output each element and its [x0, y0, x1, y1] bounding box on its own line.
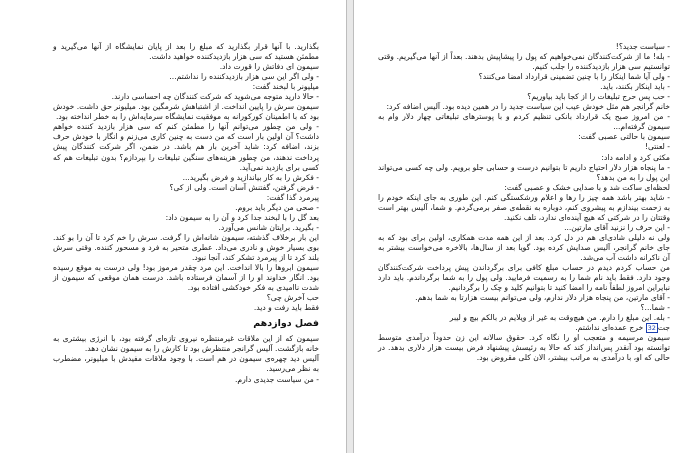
- paragraph: مکثی کرد و ادامه داد:: [601, 152, 670, 162]
- footnote-reference-link[interactable]: 32: [647, 324, 656, 333]
- paragraph: سیمون با حالتی عصبی گفت:: [578, 132, 670, 142]
- paragraph: میلیونر با لبخند گفت:: [252, 82, 319, 92]
- paragraph: - شاید بهتر باشد همه چیز را رها و اعلام ورشکستگی کنم. این طوری به جای اینکه خودم را به زحمت بیندازم به پیشروی کنم، دوباره به نقطه‌ی صفر برمی‌گردم. و شما، آلیس بهتر است وقتتان را در شرکتی که هیچ آینده‌ای ندارد، تلف نکنید.: [378, 192, 670, 222]
- left-paragraphs-before: [53, 42, 319, 313]
- paragraph: - لعنتی!: [644, 142, 670, 152]
- paragraph: آلیس دید چهره‌ی سیمون در هم است. با وجود ملاقات مفیدش با میلیونر، مضطرب به نظر می‌رسید.: [53, 354, 319, 374]
- paragraph: بعد گل را با لبخند جدا کرد و آن را به سیمون داد:: [165, 212, 319, 222]
- paragraph: بگذارید. با آنها قرار بگذارید که مبلغ را بعد از پایان نمایشگاه از آنها می‌گیرید و مطمئن هستید که سی هزار بازدیدکننده خواهید داشت.: [53, 42, 319, 62]
- paragraph: سیمون سرش را پایین انداخت. از اشتباهش شرمگین بود. میلیونر حق داشت. خودش بود که با اطمینان کورکورانه به موفقیت نمایشگاه سرمایه‌اش را به خطر انداخته بود.: [53, 102, 319, 122]
- paragraph: - من امروز صبح یک قرارداد بانکی تنظیم کردم و با پوسترهای تبلیغاتی چهار دلار وام به سیمون گرفته‌ام...: [378, 112, 670, 132]
- paragraph: حب آخرش چی؟: [266, 293, 319, 303]
- chapter-title: فصل دوازدهم: [253, 318, 319, 330]
- paragraph: - ولی من چطور می‌توانم آنها را مطمئن کنم که سی هزار بازدید کننده خواهم داشت؟ آن اولین بار است که من دست به چنین کاری می‌زنم و انگار با خودش حرف بزند، اضافه کرد: شاید آخرین بار هم باشد. در ضمن، اگر شرکت کنندگان پیش پرداخت ندهند، من چطور هزینه‌های سنگین تبلیغات را بپردازم؟ بدون تبلیغات هم که کسی برای بازدید نمی‌آید.: [53, 122, 319, 172]
- paragraph: سیمون ای دفاتش را قورت داد.: [219, 62, 319, 72]
- paragraph: سیمون ابروها را بالا انداخت. این مرد چقدر مرموز بود! ولی درست به موقع رسیده بود. انگار خداوند او را از آسمان فرستاده باشد. درست همان موقعی که سیمون از شدت ناامیدی به فکر خودکشی افتاده بود.: [53, 263, 319, 293]
- paragraph: - سیاست جدید؟!: [615, 42, 670, 51]
- footnote-trail: خرج عمده‌ای نداشتم.: [575, 323, 646, 333]
- paragraph: - بله. این مبلغ را دارم. من هیچ‌وقت به غیر از ویلایم در بالکم بیچ و لیبر: [449, 313, 670, 323]
- paragraph: - حب پس حرج تبلیغات را از کجا باید بیاوریم؟: [527, 92, 670, 102]
- footnote-paragraph: [378, 323, 670, 333]
- paragraph: سیمون مرسیمه و متعجب او را نگاه کرد. حقوق سالانه این زن حدوداً درآمدی متوسط توانسته بود آنقدر پس‌انداز کند که حالا به رئیسش پیشنهاد فرض بیست هزار دلاری بدهد. در حالی که او، با درآمدی به مراتب بیشتر، الان کلی مقروض بود.: [378, 333, 670, 363]
- footnote-lead: جت: [657, 323, 670, 333]
- paragraph: - ولی آیا شما اینکار را با چنین تضمینی قرارداد امضا می‌کنند؟: [478, 72, 670, 82]
- right-paragraphs-before: [378, 42, 670, 323]
- paragraph: - آقای مارتین، من پنجاه هزار دلار ندارم، ولی می‌توانم بیست هزارتا به شما بدهم.: [415, 293, 670, 303]
- paragraph: - شما...؟: [640, 303, 670, 313]
- paragraph: - فکرش را به کار بیاندازید و فرض بگیرید...: [182, 172, 319, 182]
- left-page: [0, 0, 347, 453]
- right-paragraphs-after: [378, 333, 670, 363]
- paragraph: لحظه‌ای ساکت شد و با صدایی خشک و عصبی گفت:: [504, 182, 670, 192]
- paragraph: - حالا دارید متوجه می‌شوید که شرکت کنندگان چه احساسی دارند.: [111, 92, 319, 102]
- paragraph: - این حرف را نزنید آقای مارتین...: [564, 222, 670, 232]
- paragraph: - ولی اگر این سی هزار بازدیدکننده را نداشتم...: [169, 72, 319, 82]
- paragraph: - ما پنجاه هزار دلار احتیاج داریم تا بتوانیم درست و حسابی جلو برویم. ولی چه کسی می‌تواند این پول را به من بدهد؟: [378, 162, 670, 182]
- paragraph: - بگیرید. برایتان شانس می‌آورد.: [218, 222, 319, 232]
- paragraph: - من سیاست جدیدی دارم.: [234, 374, 319, 384]
- paragraph: فقط باید رفت و دید.: [253, 303, 319, 313]
- paragraph: ولی نه دلیلی شادی‌ای هم در دل کرد. بعد از این همه مدت همکاری، اولین برای بود که به جای خانم گرانجر، آلیس صدایش کرده بود. گویا بعد از سال‌ها، بالاخره می‌خواست بیشتر به آن ناکرانه داشت آب می‌شد.: [378, 232, 670, 262]
- paragraph: - صحی من دیگر باید بروم.: [235, 202, 319, 212]
- paragraph: - بله! ما از شرکت‌کنندگان نمی‌خواهیم که پول را پیشاپیش بدهند. بعداً از آنها می‌گیریم. وقتی توانستیم سی هزار بازدیدکننده را جلب کنیم.: [378, 52, 670, 72]
- paragraph: سیمون که از این ملاقات غیرمنتظره نیروی تازه‌ای گرفته بود، با انرژی بیشتری به خانه بازگشت. آلیس گرانجر منتظرش بود تا کارش را به سیمون نشان دهد.: [53, 334, 319, 354]
- right-page: [353, 0, 700, 453]
- left-paragraphs-after: [53, 334, 319, 384]
- paragraph: این بار برخلاف گذشته، سیمون شانه‌اش را گرفت. سرش را خم کرد تا آن را بو کند. بوی بسیار خوش و نادری می‌داد. عطری متحیر به فرد و مسحور کننده. وقتی سرش بلند کرد تا از پیرمرد تشکر کند، آنجا نبود.: [53, 232, 319, 262]
- left-page-text: [53, 42, 319, 385]
- paragraph: پیرمرد گذا گفت:: [266, 192, 319, 202]
- paragraph: خانم گرانجر هم مثل خودش عیب این سیاست جدید را در همین دیده بود. آلیس اضافه کرد:: [386, 102, 670, 112]
- paragraph: - باید اینکار بکنند، باید.: [600, 82, 670, 92]
- paragraph: من حساب کردم دیدم در حساب مبلغ کافی برای برگرداندن پیش پرداخت شرکت‌کنندگان وجود دارد. فقط باید نام شما را به رسمیت فرمایید. ولی پول را به شما برگرداندم. باید دارد نبایراین امروز لطفاً نامه را امضا کنید تا بتوانیم کلید و چک را برگردانیم.: [378, 263, 670, 293]
- paragraph: - فرض گرفتن، گفتنش آسان است. ولی از کی؟: [169, 182, 319, 192]
- right-page-text: [378, 42, 670, 364]
